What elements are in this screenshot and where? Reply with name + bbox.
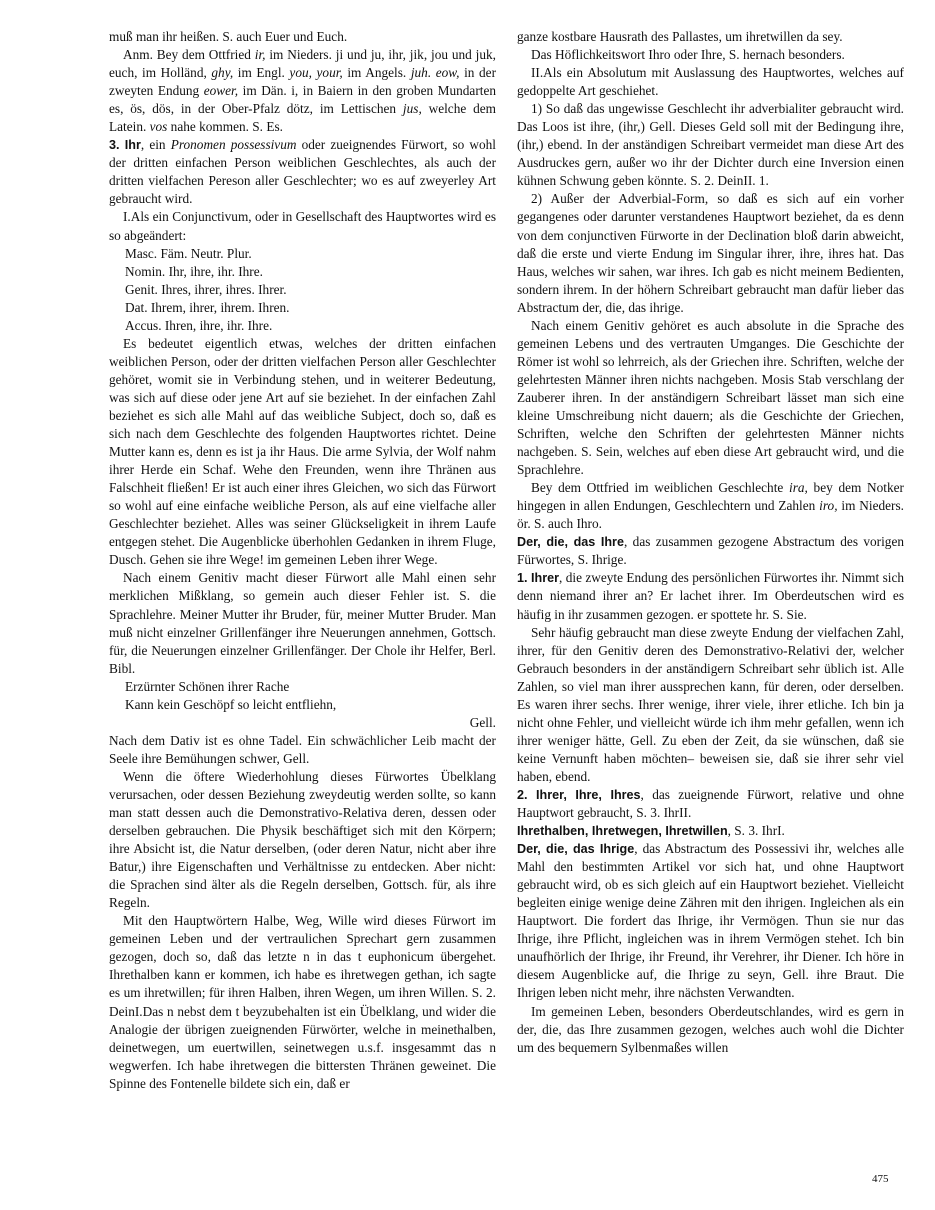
declension-row: Masc. Fäm. Neutr. Plur.	[125, 245, 252, 261]
entry-paragraph: 2. Ihrer, Ihre, Ihres, das zueignende Fürwort, relative und ohne Hauptwort gebraucht, S. 3. IhrII.	[517, 786, 904, 821]
left-column	[109, 28, 496, 1093]
paragraph: muß man ihr heißen. S. auch Euer und Euch.	[109, 29, 348, 44]
paragraph: Anm. Bey dem Ottfried ir, im Nieders. ji und ju, ihr, jik, jou und juk, euch, im Holländ, ghy, im Engl. you, your, im Angels. juh. eow, in der zweyten Endung eower, im Dän. i, in Baiern in den groben Mundarten es, ös, dös, in der Ober-Pfalz dötz, im Lettischen jus, welche dem Latein. vos nahe kommen. S. Es.	[109, 47, 497, 135]
right-column	[517, 28, 904, 1057]
entry-paragraph: Ihrethalben, Ihretwegen, Ihretwillen, S. 3. IhrI.	[517, 823, 785, 839]
paragraph: I.Als ein Conjunctivum, oder in Gesellschaft des Hauptwortes wird es so abgeändert:	[109, 209, 496, 243]
paragraph: Mit den Hauptwörtern Halbe, Weg, Wille wird dieses Fürwort im gemeinen Leben und der vertraulichen Sprechart gern zusammen gezogen, doch so, daß das letzte n in das t euphonicum übergehet. Ihrethalben kann er kommen, ich habe es ihretwegen gethan, ich sagte es um ihretwillen; für ihren Halben, ihren Wegen, um ihren Willen. S. 2. DeinI.Das n nebst dem t beyzubehalten ist ein Übelklang, und wider die Analogie der übrigen zueignenden Fürwörter, welche in meinethalben, deinetwegen, um euertwillen, seinetwegen u.s.f. insgesammt das n wegwerfen. Ich habe ihretwegen die bittersten Thränen geweinet. Die Spinne des Fontenelle bildete sich ein, daß er	[109, 913, 496, 1091]
paragraph: 1) So daß das ungewisse Geschlecht ihr adverbialiter gebraucht wird. Das Loos ist ihre, (ihr,) Gell. Dieses Geld soll mit der Bedingung ihre, (ihr,) ebend. In der anständigen Schreibart vermeidet man diese Art des Ausdruckes gern, außer wo ihr der Dichter durch eine Inversion einen kühnen Schwung geben könnte. S. 2. DeinII. 1.	[517, 101, 904, 189]
paragraph: Nach dem Dativ ist es ohne Tadel. Ein schwächlicher Leib macht der Seele ihre Bemühungen schwer, Gell.	[109, 732, 496, 766]
paragraph: ganze kostbare Hausrath des Pallastes, um ihretwillen da sey.	[517, 29, 843, 44]
entry-headword: 3. Ihr	[109, 138, 141, 153]
paragraph: Es bedeutet eigentlich etwas, welches der dritten einfachen weiblichen Person, oder der dritten vielfachen Person aller Geschlechter gehöret, womit sie in Verbindung stehen, und in weiterer Bedeutung, was sich auf diese oder jene Art auf sie beziehet. In der einfachen Zahl beziehet es sich alle Mahl auf das weibliche Subject, doch so, daß es sich nach dem Geschlechte des folgenden Hauptwortes richtet. Deine Mutter kann es, denn es ist ja ihr Haus. Die arme Sylvia, der Wolf nahm ihrer Herde ein Schaf. Wehe den Freunden, wenn ihre Thränen aus Falschheit fließen! Er ist auch einer ihres Gleichen, wo sich das Fürwort so wohl auf eine einfache weibliche Person, als auf eine vielfache aller Geschlechter beziehet. Alles was seiner Glückseligkeit in ihrem Laufe entgegen stehet. Die Augenblicke überhohlen Gedanken in ihrem Fluge, Dusch. Gehen sie ihre Wege! im gemeinen Leben ihrer Wege.	[109, 335, 496, 568]
declension-row: Genit. Ihres, ihrer, ihres. Ihrer.	[125, 281, 287, 297]
paragraph: Im gemeinen Leben, besonders Oberdeutschlandes, wird es gern in der, die, das Ihre zusammen gezogen, welches auch wohl die Dichter um des bequemern Sylbenmaßes willen	[517, 1003, 904, 1055]
declension-row: Nomin. Ihr, ihre, ihr. Ihre.	[125, 263, 263, 279]
entry-paragraph: 3. Ihr, ein Pronomen possessivum oder zueignendes Fürwort, so wohl der dritten einfachen Person weiblichen Geschlechtes, als auch der dritten vielfachen Pereson aller Geschlechter; wo es auf zweyerley Art gebraucht wird.	[109, 137, 496, 207]
verse-line: Kann kein Geschöpf so leicht entfliehn,	[125, 696, 337, 712]
paragraph: Wenn die öftere Wiederhohlung dieses Fürwortes Übelklang verursachen, oder dessen Beziehung zweydeutig werden sollte, so kann man statt dessen auch die Demonstrativo-Relativa deren, dessen oder derselben gebrauchen. Die Physik beschäftiget sich mit den Körpern; ihre Absicht ist, die Natur derselben, (oder deren Natur, nicht aber ihre Batur,) ihre Eigenschaften und Verhältnisse zu entdecken. Aber nicht: die Sprachen sind älter als die Regeln derselben, Gottsch. für, als ihre Regeln.	[109, 768, 496, 911]
paragraph: 2) Außer der Adverbial-Form, so daß es sich auf ein vorher gegangenes oder darunter verstandenes Hauptwort beziehet, da es denn von dem conjunctiven Fürworte in der Declination bloß darin abweicht, daß die erste und vierte Endung im Singular ihrer, ihre, ihres hat. Das Haus, welches wir sahen, war ihres. Ich gab es nicht meinem Bedienten, sondern ihrem. In der höhern Schreibart gebraucht man dafür lieber das Abstractum der, die, das ihrige.	[517, 191, 904, 315]
entry-headword: Der, die, das Ihre	[517, 535, 624, 550]
entry-paragraph: 1. Ihrer, die zweyte Endung des persönlichen Fürwortes ihr. Nimmt sich denn niemand ihrer an? Er lachet ihrer. Im Oberdeutschen wird es häufig in ihr zusammen gezogen. er spottete hr. S. Sie.	[517, 570, 904, 622]
declension-row: Dat. Ihrem, ihrer, ihrem. Ihren.	[125, 299, 290, 315]
entry-headword: Ihrethalben, Ihretwegen, Ihretwillen	[517, 824, 728, 839]
page-number: 475	[872, 1173, 889, 1185]
verse-line: Erzürnter Schönen ihrer Rache	[125, 678, 290, 694]
entry-paragraph: Der, die, das Ihrige, das Abstractum des Possessivi ihr, welches alle Mahl den bestimmten Artikel vor sich hat, und ohne Hauptwort gebraucht wird, ob es sich gleich auf ein Hauptwort beziehet. Vielleicht begleiten einige wenige deine Zähren mit den ihrigen. Ingleichen als ein Hauptwort. Die fordert das Ihrige, ihr Vermögen. Thun sie nur das Ihrige, ihre Pflicht, ingleichen was in ihrem Vermögen stehet. Ich bin unaufhörlich der Ihrige, ihr Freund, ihr Verehrer, ihr Diener. Ich höre in diesem Augenblicke auf, die Ihrige zu seyn, Gell. ihre Braut. Die Ihrigen leben nicht mehr, ihre nächsten Verwandten.	[517, 841, 904, 1001]
paragraph: Bey dem Ottfried im weiblichen Geschlechte ira, bey dem Notker hingegen in allen Endungen, Geschlechtern und Zahlen iro, im Nieders. ör. S. auch Ihro.	[517, 480, 904, 532]
entry-paragraph: Der, die, das Ihre, das zusammen gezogene Abstractum des vorigen Fürwortes, S. Ihrige.	[517, 534, 904, 568]
entry-headword: Der, die, das Ihrige	[517, 842, 635, 857]
verse-source: Gell.	[469, 714, 496, 730]
paragraph: Sehr häufig gebraucht man diese zweyte Endung der vielfachen Zahl, ihrer, für den Genitiv deren des Demonstrativo-Relativi der, welcher Gebrauch besonders in der anständigern Schreibart sehr üblich ist. Alle Zahlen, so viel man ihrer aussprechen kann, für deren, oder derselben. Es waren ihrer sechs. Ihrer wenige, ihrer viele, ihrer etliche. Ich bin ja nicht ohne Fehler, und vielleicht würde ich ihm mehr gefallen, wenn ich ihrer weniger hätte, Gell. Zu eben der Zeit, da sie wünschen, daß sie keine Vernunft haben möchten– beweisen sie, daß sie ihrer sehr viel haben, ebend.	[517, 624, 904, 784]
entry-headword: 1. Ihrer	[517, 571, 560, 586]
paragraph: Nach einem Genitiv gehöret es auch absolute in die Sprache des gemeinen Lebens und des vertrauten Umganges. Die Geschichte der Römer ist wohl so lehrreich, als der Griechen ihre. Schriften, welche der gelehrtesten Männer ihren nichts nachgeben. Mosis Stab verschlang der Zauberer ihren. In der anständigern Schreibart lässet man sich eine kleine Umschreibung nicht dauern; als die Geschichte der Griechen, Schriften, welche den Schriften der gelehrtesten Männer nichts nachgeben. S. Sein, welches auf eben diese Art gebraucht wird, und die Sprachlehre.	[517, 317, 904, 478]
paragraph: Nach einem Genitiv macht dieser Fürwort alle Mahl einen sehr merklichen Mißklang, so gemein auch dieser Fehler ist. S. die Sprachlehre. Meiner Mutter ihr Bruder, für, meiner Mutter Bruder. Man muß nicht einzelner Grillenfänger ihre Neuerungen annehmen, Gottsch. für, die Neuerungen einzelner Grillenfänger. Der Chole ihr Helfer, Berl. Bibl.	[109, 570, 496, 676]
paragraph: Das Höflichkeitswort Ihro oder Ihre, S. hernach besonders.	[531, 47, 845, 63]
declension-row: Accus. Ihren, ihre, ihr. Ihre.	[125, 317, 273, 333]
paragraph: II.Als ein Absolutum mit Auslassung des Hauptwortes, welches auf gedoppelte Art geschiehet.	[517, 65, 904, 99]
entry-headword: 2. Ihrer, Ihre, Ihres	[517, 787, 641, 802]
